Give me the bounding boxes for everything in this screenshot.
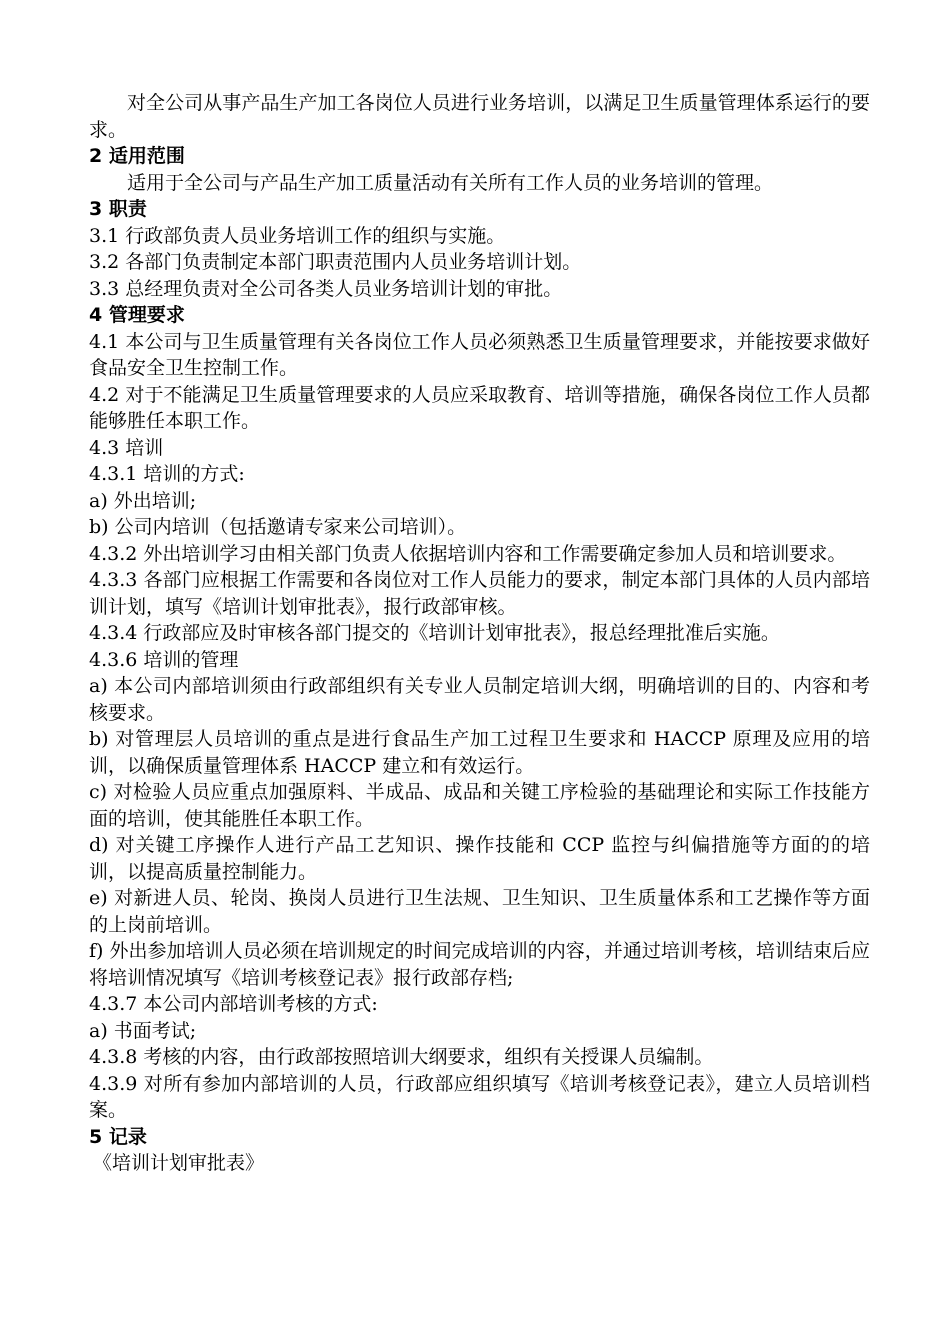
clause-4-3-6: 4.3.6 培训的管理 xyxy=(89,648,239,671)
section-2-text: 适用于全公司与产品生产加工质量活动有关所有工作人员的业务培训的管理。 xyxy=(127,171,774,194)
clause-4-3-3: 4.3.3 各部门应根据工作需要和各岗位对工作人员能力的要求，制定本部门具体的人员内部培训计划，填写《培训计划审批表》，报行政部审核。 xyxy=(89,569,870,618)
clause-4-1: 4.1 本公司与卫生质量管理有关各岗位工作人员必须熟悉卫生质量管理要求，并能按要求做好食品安全卫生控制工作。 xyxy=(89,330,870,379)
clause-4-3-6-b: b) 对管理层人员培训的重点是进行食品生产加工过程卫生要求和 HACCP 原理及应用的培训，以确保质量管理体系 HACCP 建立和有效运行。 xyxy=(89,728,870,777)
clause-4-3-9: 4.3.9 对所有参加内部培训的人员，行政部应组织填写《培训考核登记表》，建立人员培训档案。 xyxy=(89,1072,870,1121)
clause-4-3-6-d: d) 对关键工序操作人进行产品工艺知识、操作技能和 CCP 监控与纠偏措施等方面的的培训，以提高质量控制能力。 xyxy=(89,834,870,883)
clause-4-2: 4.2 对于不能满足卫生质量管理要求的人员应采取教育、培训等措施，确保各岗位工作人员都能够胜任本职工作。 xyxy=(89,383,870,432)
clause-4-3: 4.3 培训 xyxy=(89,436,164,459)
clause-4-3-1-b: b) 公司内培训（包括邀请专家来公司培训）。 xyxy=(89,516,467,538)
clause-4-3-6-e: e) 对新进人员、轮岗、换岗人员进行卫生法规、卫生知识、卫生质量体系和工艺操作等方面的上岗前培训。 xyxy=(89,887,870,936)
section-3-heading: 3 职责 xyxy=(89,198,147,220)
section-3-item: 3.1 行政部负责人员业务培训工作的组织与实施。 xyxy=(89,224,506,247)
clause-4-3-1: 4.3.1 培训的方式: xyxy=(89,463,245,485)
clause-4-3-4: 4.3.4 行政部应及时审核各部门提交的《培训计划审批表》，报总经理批准后实施。 xyxy=(89,622,780,644)
clause-4-3-8: 4.3.8 考核的内容，由行政部按照培训大纲要求，组织有关授课人员编制。 xyxy=(89,1046,714,1068)
clause-4-3-7: 4.3.7 本公司内部培训考核的方式: xyxy=(89,993,378,1015)
clause-4-3-6-c: c) 对检验人员应重点加强原料、半成品、成品和关键工序检验的基础理论和实际工作技能方面的培训，使其能胜任本职工作。 xyxy=(89,781,870,830)
clause-4-3-2: 4.3.2 外出培训学习由相关部门负责人依据培训内容和工作需要确定参加人员和培训要求。 xyxy=(89,542,847,565)
section-3-item: 3.2 各部门负责制定本部门职责范围内人员业务培训计划。 xyxy=(89,251,582,273)
section-2-heading: 2 适用范围 xyxy=(89,145,185,167)
record-item: 《培训计划审批表》 xyxy=(93,1152,265,1174)
clause-4-3-7-a: a) 书面考试; xyxy=(89,1019,197,1042)
intro-paragraph: 对全公司从事产品生产加工各岗位人员进行业务培训，以满足卫生质量管理体系运行的要求。 xyxy=(89,92,870,141)
clause-4-3-6-f: f) 外出参加培训人员必须在培训规定的时间完成培训的内容，并通过培训考核，培训结束后应将培训情况填写《培训考核登记表》报行政部存档; xyxy=(89,940,870,989)
section-3-item: 3.3 总经理负责对全公司各类人员业务培训计划的审批。 xyxy=(89,277,563,300)
section-4-heading: 4 管理要求 xyxy=(89,304,185,326)
clause-4-3-1-a: a) 外出培训; xyxy=(89,489,197,512)
clause-4-3-6-a: a) 本公司内部培训须由行政部组织有关专业人员制定培训大纲，明确培训的目的、内容和考核要求。 xyxy=(89,675,870,724)
section-5-heading: 5 记录 xyxy=(89,1125,147,1148)
